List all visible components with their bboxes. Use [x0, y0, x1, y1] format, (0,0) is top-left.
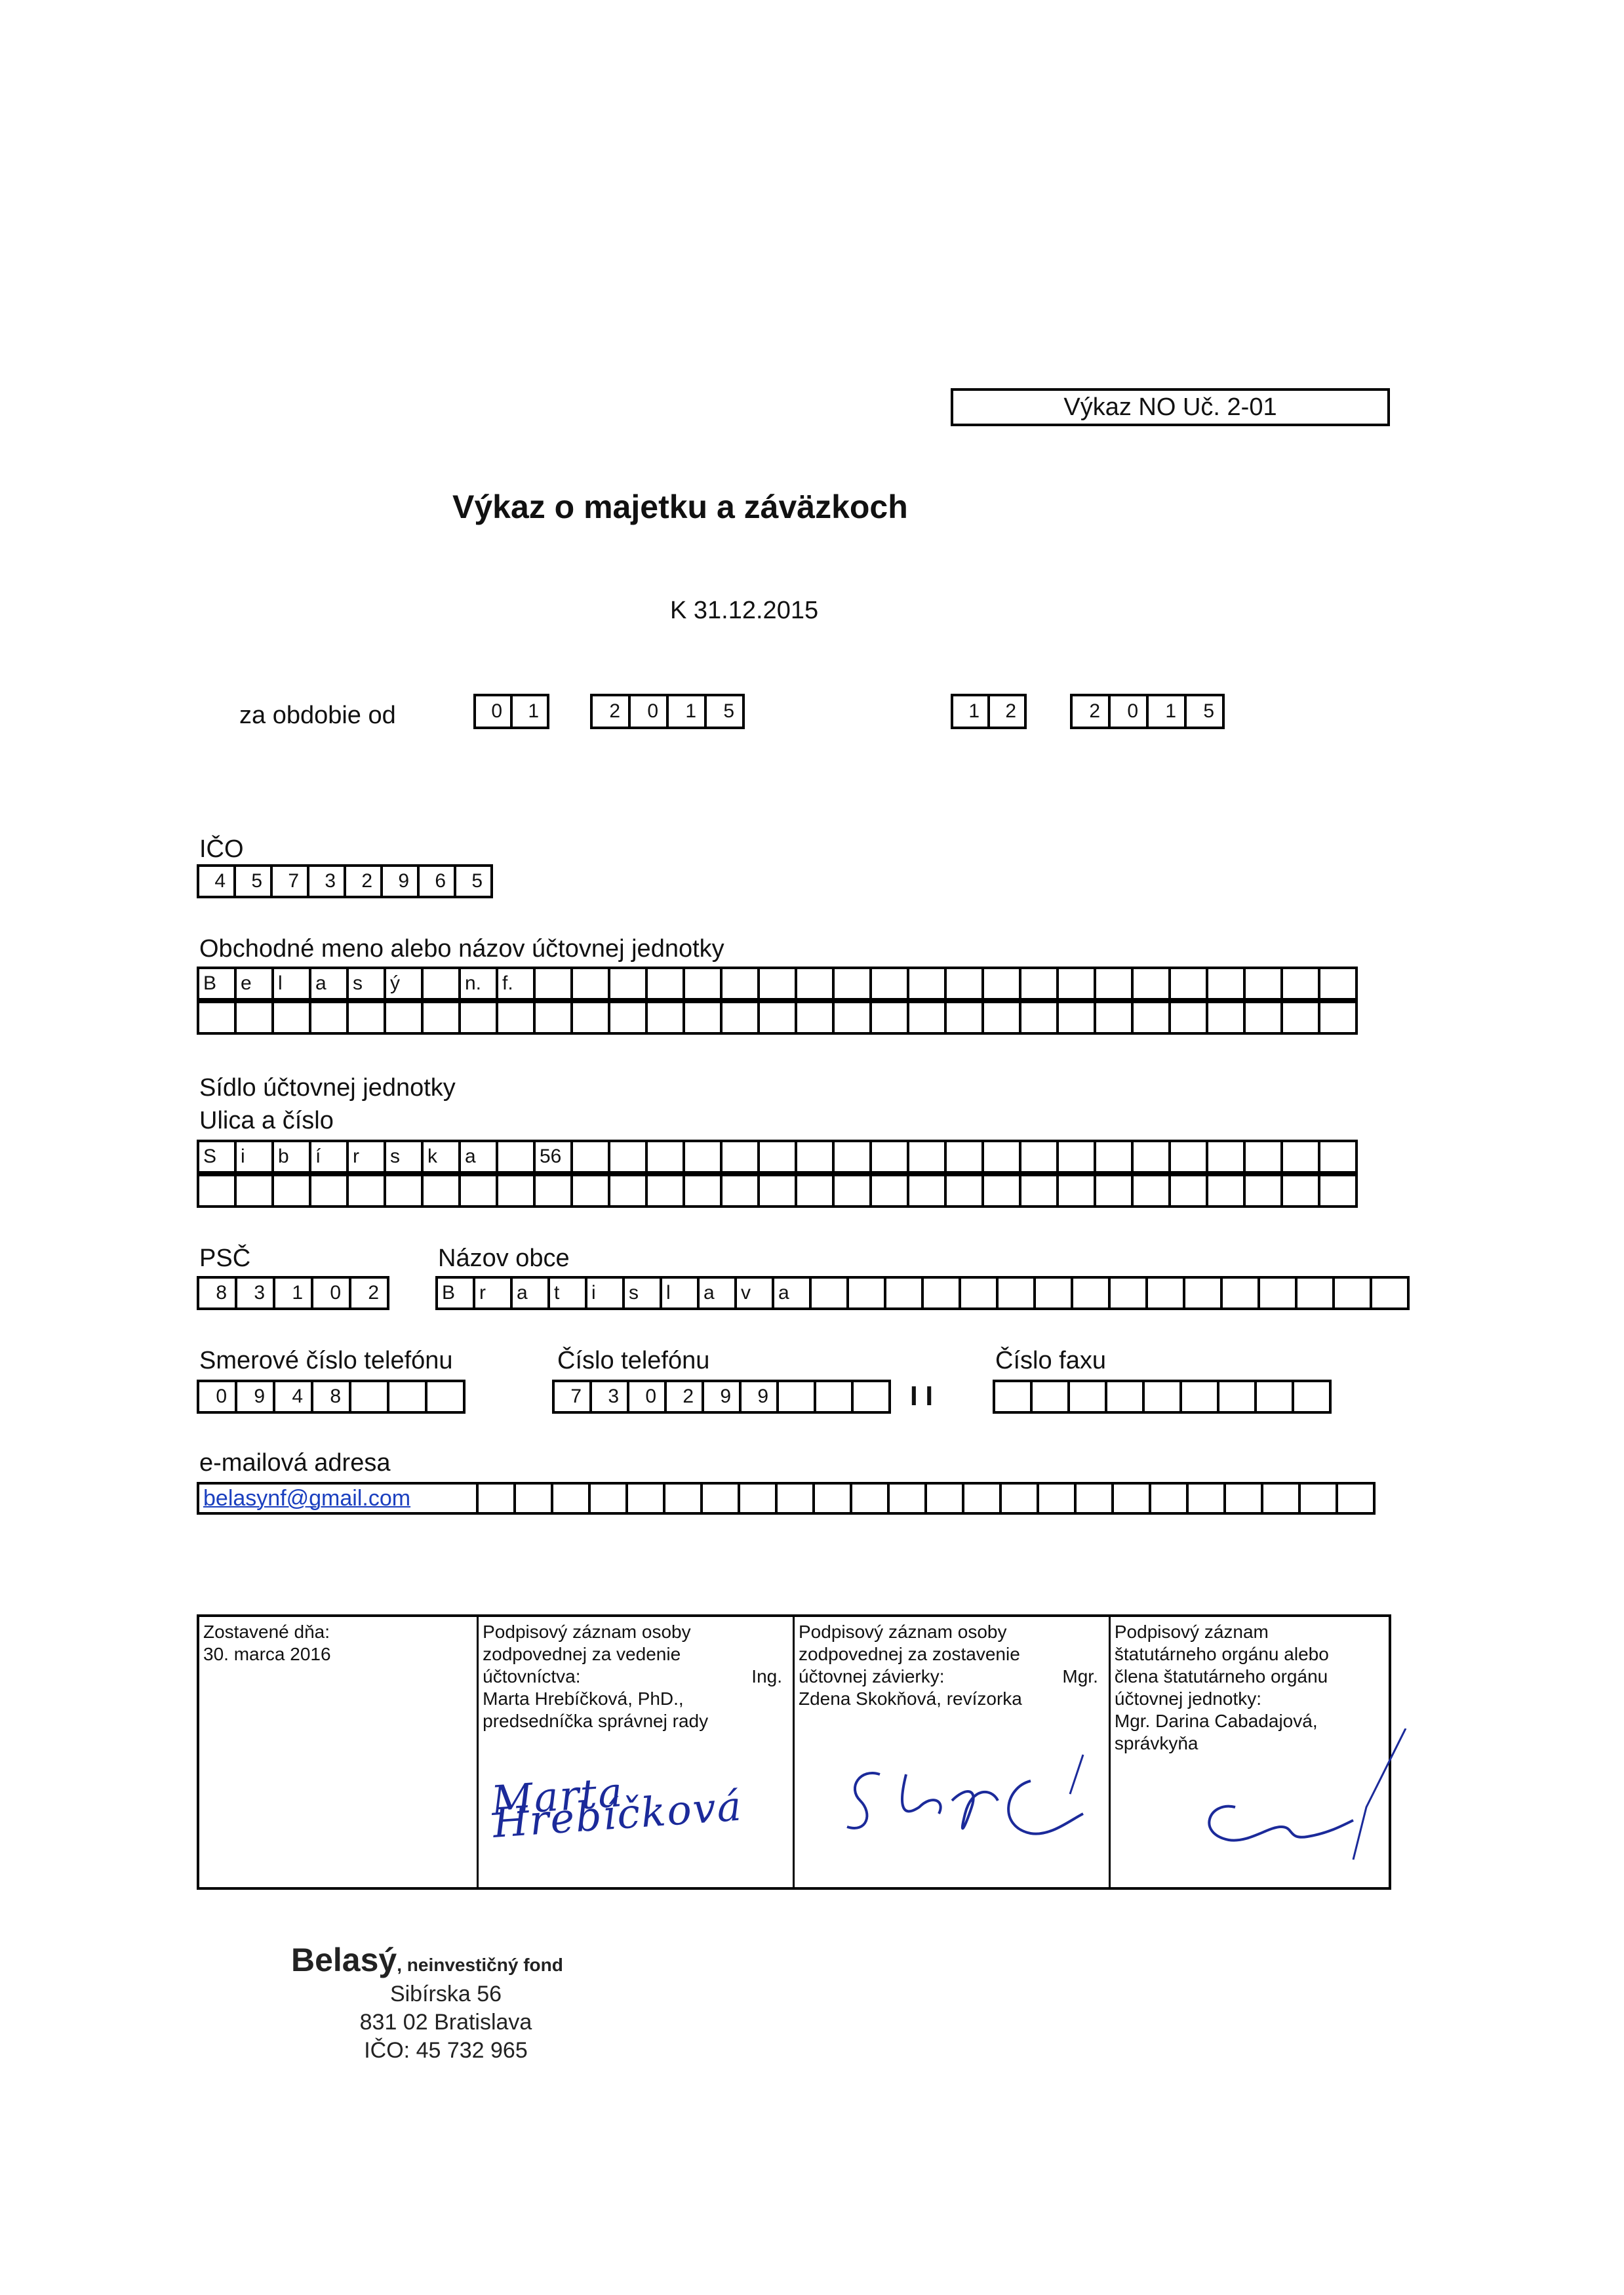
char-cell[interactable]: 9 — [380, 864, 420, 898]
stamp-ico: IČO: 45 732 965 — [364, 2038, 528, 2063]
char-cell[interactable] — [421, 1174, 461, 1208]
char-cell[interactable] — [869, 1140, 909, 1174]
name-row-2 — [197, 1001, 1355, 1035]
sig3-title: Mgr. — [1062, 1666, 1098, 1686]
char-cell[interactable]: B — [197, 967, 237, 1001]
ico-label: IČO — [199, 835, 244, 863]
char-cell[interactable] — [1206, 967, 1246, 1001]
char-cell[interactable] — [907, 1140, 947, 1174]
char-cell[interactable] — [851, 1380, 891, 1414]
char-cell[interactable] — [570, 1001, 610, 1035]
email-grid — [197, 1482, 1373, 1515]
char-cell[interactable] — [1019, 1140, 1059, 1174]
obec-grid — [435, 1276, 1407, 1310]
char-cell[interactable] — [496, 1001, 536, 1035]
char-cell[interactable]: b — [271, 1140, 311, 1174]
char-cell[interactable] — [1094, 967, 1134, 1001]
char-cell[interactable] — [234, 1174, 274, 1208]
char-cell[interactable] — [1019, 967, 1059, 1001]
char-cell[interactable]: 6 — [417, 864, 456, 898]
char-cell[interactable] — [869, 967, 909, 1001]
char-cell[interactable]: a — [772, 1276, 812, 1310]
sig4-line3: člena štatutárneho orgánu — [1114, 1666, 1328, 1686]
sig2-line3: účtovníctva: — [483, 1666, 581, 1686]
email-empty-cell[interactable] — [812, 1482, 852, 1515]
compiled-date-cell — [199, 1617, 479, 1887]
char-cell[interactable]: í — [309, 1140, 349, 1174]
char-cell[interactable] — [720, 1140, 760, 1174]
char-cell[interactable] — [1067, 1380, 1107, 1414]
char-cell[interactable]: 0 — [627, 1380, 667, 1414]
char-cell[interactable] — [1243, 1140, 1283, 1174]
period-to-year — [1070, 694, 1222, 729]
char-cell[interactable] — [1206, 1140, 1246, 1174]
char-cell[interactable]: 0 — [1108, 694, 1149, 729]
char-cell[interactable] — [981, 967, 1021, 1001]
street-row-2 — [197, 1174, 1355, 1208]
char-cell[interactable] — [809, 1276, 849, 1310]
char-cell[interactable] — [1318, 1140, 1358, 1174]
char-cell[interactable] — [720, 1001, 760, 1035]
char-cell[interactable] — [1292, 1380, 1332, 1414]
char-cell[interactable] — [869, 1174, 909, 1208]
char-cell[interactable] — [346, 1001, 386, 1035]
closing-signature-cell — [795, 1617, 1111, 1887]
char-cell[interactable] — [421, 1001, 461, 1035]
char-cell[interactable] — [570, 967, 610, 1001]
phone-prefix-grid — [197, 1380, 463, 1414]
period-to-month — [951, 694, 1024, 729]
char-cell[interactable] — [944, 1174, 984, 1208]
char-cell[interactable] — [1030, 1380, 1070, 1414]
email-empty-cell[interactable] — [625, 1482, 665, 1515]
char-cell[interactable] — [757, 1174, 797, 1208]
char-cell[interactable] — [1179, 1380, 1219, 1414]
document-title: Výkaz o majetku a záväzkoch — [452, 489, 908, 525]
char-cell[interactable] — [981, 1001, 1021, 1035]
compiled-label: Zostavené dňa: — [203, 1622, 330, 1642]
char-cell[interactable] — [309, 1001, 349, 1035]
char-cell[interactable] — [1019, 1174, 1059, 1208]
char-cell[interactable]: 0 — [473, 694, 513, 729]
char-cell[interactable] — [197, 1174, 237, 1208]
char-cell[interactable] — [720, 1174, 760, 1208]
char-cell[interactable] — [1105, 1380, 1145, 1414]
char-cell[interactable] — [387, 1380, 427, 1414]
char-cell[interactable] — [959, 1276, 999, 1310]
char-cell[interactable] — [981, 1174, 1021, 1208]
char-cell[interactable]: s — [346, 967, 386, 1001]
char-cell[interactable] — [907, 1001, 947, 1035]
stamp-city: 831 02 Bratislava — [359, 2010, 532, 2035]
psc-grid — [197, 1276, 387, 1310]
char-cell[interactable]: f. — [496, 967, 536, 1001]
char-cell[interactable]: 5 — [454, 864, 493, 898]
char-cell[interactable] — [1370, 1276, 1410, 1310]
char-cell[interactable] — [1108, 1276, 1148, 1310]
char-cell[interactable]: n. — [458, 967, 498, 1001]
email-empty-cell[interactable] — [1037, 1482, 1077, 1515]
char-cell[interactable] — [795, 1001, 835, 1035]
char-cell[interactable] — [996, 1276, 1036, 1310]
char-cell[interactable] — [846, 1276, 886, 1310]
char-cell[interactable] — [1280, 1001, 1320, 1035]
phone-number-label: Číslo telefónu — [557, 1347, 710, 1374]
char-cell[interactable] — [384, 1001, 424, 1035]
handwritten-signature-cabadajova — [1157, 1728, 1445, 1899]
char-cell[interactable] — [346, 1174, 386, 1208]
char-cell[interactable]: 5 — [233, 864, 273, 898]
char-cell[interactable]: 5 — [1184, 694, 1225, 729]
email-empty-cell[interactable] — [887, 1482, 927, 1515]
char-cell[interactable]: 56 — [533, 1140, 573, 1174]
address-section-label: Sídlo účtovnej jednotky — [199, 1074, 456, 1102]
char-cell[interactable]: S — [197, 1140, 237, 1174]
email-empty-cell[interactable] — [924, 1482, 964, 1515]
char-cell[interactable] — [309, 1174, 349, 1208]
stamp-name: Belasý — [291, 1942, 397, 1978]
char-cell[interactable]: 1 — [273, 1276, 313, 1310]
sig2-line1: Podpisový záznam osoby — [483, 1622, 691, 1642]
char-cell[interactable]: a — [510, 1276, 550, 1310]
street-label: Ulica a číslo — [199, 1107, 334, 1134]
char-cell[interactable] — [608, 1001, 648, 1035]
char-cell[interactable] — [533, 1174, 573, 1208]
char-cell[interactable] — [1206, 1001, 1246, 1035]
char-cell[interactable]: 0 — [311, 1276, 351, 1310]
char-cell[interactable]: 8 — [197, 1276, 237, 1310]
char-cell[interactable] — [720, 967, 760, 1001]
char-cell[interactable] — [1056, 1001, 1096, 1035]
char-cell[interactable] — [1243, 967, 1283, 1001]
char-cell[interactable] — [1168, 1001, 1208, 1035]
char-cell[interactable]: 0 — [628, 694, 669, 729]
period-from-year — [590, 694, 742, 729]
sig3-line4: Zdena Skokňová, revízorka — [799, 1688, 1022, 1709]
char-cell[interactable] — [1217, 1380, 1257, 1414]
char-cell[interactable]: a — [458, 1140, 498, 1174]
char-cell[interactable] — [907, 967, 947, 1001]
char-cell[interactable]: 2 — [344, 864, 383, 898]
char-cell[interactable] — [197, 1001, 237, 1035]
char-cell[interactable] — [1131, 1140, 1171, 1174]
char-cell[interactable] — [776, 1380, 816, 1414]
char-cell[interactable] — [1318, 967, 1358, 1001]
sig2-line2: zodpovednej za vedenie — [483, 1644, 681, 1664]
phone-number-grid — [552, 1380, 888, 1414]
sig2-title: Ing. — [751, 1666, 782, 1686]
char-cell[interactable] — [349, 1380, 389, 1414]
handwritten-signature-hrebickova: Marta Hrebíčková — [489, 1768, 744, 1847]
sig4-line2: štatutárneho orgánu alebo — [1114, 1644, 1329, 1664]
char-cell[interactable] — [757, 1001, 797, 1035]
fax-grid — [993, 1380, 1329, 1414]
char-cell[interactable] — [1318, 1001, 1358, 1035]
char-cell[interactable]: 8 — [311, 1380, 351, 1414]
char-cell[interactable] — [884, 1276, 924, 1310]
period-from-month — [473, 694, 547, 729]
char-cell[interactable] — [795, 1140, 835, 1174]
char-cell[interactable]: 9 — [235, 1380, 275, 1414]
organization-stamp — [288, 1941, 603, 2064]
char-cell[interactable] — [570, 1140, 610, 1174]
obec-label: Názov obce — [438, 1245, 570, 1272]
char-cell[interactable] — [458, 1174, 498, 1208]
char-cell[interactable] — [921, 1276, 961, 1310]
char-cell[interactable] — [1243, 1174, 1283, 1208]
char-cell[interactable]: 1 — [1146, 694, 1187, 729]
char-cell[interactable] — [869, 1001, 909, 1035]
char-cell[interactable] — [1033, 1276, 1073, 1310]
char-cell[interactable] — [993, 1380, 1033, 1414]
char-cell[interactable] — [271, 1001, 311, 1035]
char-cell[interactable] — [384, 1174, 424, 1208]
char-cell[interactable]: i — [585, 1276, 625, 1310]
sig2-line5: predsedníčka správnej rady — [483, 1711, 709, 1731]
char-cell[interactable]: 1 — [951, 694, 990, 729]
char-cell[interactable] — [795, 1174, 835, 1208]
char-cell[interactable] — [832, 967, 872, 1001]
signature-table — [197, 1614, 1391, 1890]
char-cell[interactable] — [1094, 1001, 1134, 1035]
char-cell[interactable]: 3 — [307, 864, 346, 898]
email-empty-cell[interactable] — [1186, 1482, 1226, 1515]
char-cell[interactable] — [234, 1001, 274, 1035]
char-cell[interactable] — [683, 967, 723, 1001]
char-cell[interactable] — [683, 1001, 723, 1035]
char-cell[interactable] — [458, 1001, 498, 1035]
char-cell[interactable]: a — [697, 1276, 737, 1310]
char-cell[interactable]: 9 — [739, 1380, 779, 1414]
char-cell[interactable] — [533, 967, 573, 1001]
sig4-line5: Mgr. Darina Cabadajová, — [1114, 1711, 1318, 1731]
statutory-signature-cell — [1111, 1617, 1389, 1887]
email-value: belasynf@gmail.com — [197, 1482, 479, 1515]
sig3-line2: zodpovednej za zostavenie — [799, 1644, 1020, 1664]
char-cell[interactable] — [907, 1174, 947, 1208]
char-cell[interactable] — [421, 967, 461, 1001]
char-cell[interactable]: 0 — [197, 1380, 237, 1414]
char-cell[interactable] — [1243, 1001, 1283, 1035]
stamp-street: Sibírska 56 — [389, 1982, 502, 2006]
email-empty-cell[interactable] — [663, 1482, 703, 1515]
char-cell[interactable] — [1280, 1174, 1320, 1208]
email-empty-cell[interactable] — [999, 1482, 1039, 1515]
sig3-line3: účtovnej závierky: — [799, 1666, 945, 1686]
char-cell[interactable]: 9 — [702, 1380, 742, 1414]
char-cell[interactable]: 3 — [235, 1276, 275, 1310]
char-cell[interactable] — [496, 1174, 536, 1208]
sig4-line4: účtovnej jednotky: — [1114, 1688, 1262, 1709]
accounting-signature-cell — [479, 1617, 795, 1887]
char-cell[interactable] — [496, 1140, 536, 1174]
email-empty-cell[interactable] — [476, 1482, 516, 1515]
char-cell[interactable] — [1131, 1174, 1171, 1208]
stamp-suffix: , neinvestičný fond — [397, 1955, 563, 1975]
compiled-date: 30. marca 2016 — [203, 1644, 331, 1664]
email-empty-cell[interactable] — [962, 1482, 1002, 1515]
phone-prefix-label: Smerové číslo telefónu — [199, 1347, 453, 1374]
char-cell[interactable]: s — [384, 1140, 424, 1174]
char-cell[interactable] — [1145, 1276, 1185, 1310]
char-cell[interactable] — [533, 1001, 573, 1035]
email-label: e-mailová adresa — [199, 1449, 391, 1477]
char-cell[interactable]: 4 — [197, 864, 236, 898]
char-cell[interactable] — [1332, 1276, 1372, 1310]
char-cell[interactable] — [570, 1174, 610, 1208]
char-cell[interactable]: 2 — [1070, 694, 1111, 729]
psc-label: PSČ — [199, 1245, 251, 1272]
char-cell[interactable]: ý — [384, 967, 424, 1001]
email-empty-cell[interactable] — [850, 1482, 890, 1515]
name-row-1 — [197, 967, 1355, 1001]
char-cell[interactable] — [1056, 967, 1096, 1001]
char-cell[interactable]: v — [734, 1276, 774, 1310]
char-cell[interactable]: 2 — [664, 1380, 704, 1414]
char-cell[interactable] — [683, 1174, 723, 1208]
char-cell[interactable]: t — [547, 1276, 587, 1310]
char-cell[interactable] — [944, 1140, 984, 1174]
char-cell[interactable] — [1071, 1276, 1111, 1310]
char-cell[interactable]: a — [309, 967, 349, 1001]
char-cell[interactable]: B — [435, 1276, 475, 1310]
email-empty-cell[interactable] — [513, 1482, 553, 1515]
char-cell[interactable]: s — [622, 1276, 662, 1310]
char-cell[interactable]: k — [421, 1140, 461, 1174]
email-empty-cell[interactable] — [1111, 1482, 1151, 1515]
ico-grid — [197, 864, 490, 898]
char-cell[interactable] — [832, 1001, 872, 1035]
char-cell[interactable] — [795, 967, 835, 1001]
char-cell[interactable] — [645, 967, 685, 1001]
char-cell[interactable] — [757, 967, 797, 1001]
as-of-date: K 31.12.2015 — [670, 597, 819, 624]
email-empty-cell[interactable] — [588, 1482, 628, 1515]
char-cell[interactable] — [981, 1140, 1021, 1174]
form-code: Výkaz NO Uč. 2-01 — [1063, 393, 1277, 421]
email-empty-cell[interactable] — [1223, 1482, 1263, 1515]
email-empty-cell[interactable] — [738, 1482, 778, 1515]
fax-label: Číslo faxu — [995, 1347, 1106, 1374]
char-cell[interactable] — [1220, 1276, 1260, 1310]
char-cell[interactable] — [1183, 1276, 1223, 1310]
char-cell[interactable]: 1 — [666, 694, 707, 729]
char-cell[interactable] — [1094, 1174, 1134, 1208]
char-cell[interactable] — [608, 967, 648, 1001]
char-cell[interactable] — [1295, 1276, 1335, 1310]
sig4-line1: Podpisový záznam — [1114, 1622, 1269, 1642]
street-row-1 — [197, 1140, 1355, 1174]
sig3-line1: Podpisový záznam osoby — [799, 1622, 1007, 1642]
email-empty-cell[interactable] — [551, 1482, 591, 1515]
char-cell[interactable] — [814, 1380, 854, 1414]
char-cell[interactable] — [832, 1174, 872, 1208]
char-cell[interactable]: 2 — [590, 694, 631, 729]
email-empty-cell[interactable] — [1149, 1482, 1189, 1515]
char-cell[interactable] — [1142, 1380, 1182, 1414]
handwritten-signature-skoknova — [834, 1748, 1109, 1866]
char-cell[interactable] — [1094, 1140, 1134, 1174]
char-cell[interactable]: 3 — [589, 1380, 629, 1414]
char-cell[interactable] — [757, 1140, 797, 1174]
char-cell[interactable] — [1258, 1276, 1297, 1310]
char-cell[interactable] — [832, 1140, 872, 1174]
sig4-line6: správkyňa — [1114, 1733, 1198, 1753]
phone-separator: I I — [910, 1380, 934, 1411]
char-cell[interactable] — [944, 1001, 984, 1035]
char-cell[interactable] — [1280, 1140, 1320, 1174]
char-cell[interactable] — [944, 967, 984, 1001]
char-cell[interactable] — [1280, 967, 1320, 1001]
char-cell[interactable] — [608, 1174, 648, 1208]
char-cell[interactable] — [645, 1001, 685, 1035]
char-cell[interactable] — [1206, 1174, 1246, 1208]
char-cell[interactable]: 5 — [704, 694, 745, 729]
char-cell[interactable] — [1168, 1174, 1208, 1208]
char-cell[interactable] — [1056, 1140, 1096, 1174]
char-cell[interactable]: r — [473, 1276, 513, 1310]
email-empty-cell[interactable] — [1298, 1482, 1338, 1515]
char-cell[interactable] — [645, 1174, 685, 1208]
char-cell[interactable]: e — [234, 967, 274, 1001]
char-cell[interactable] — [683, 1140, 723, 1174]
char-cell[interactable]: i — [234, 1140, 274, 1174]
email-empty-cell[interactable] — [1336, 1482, 1376, 1515]
char-cell[interactable]: l — [660, 1276, 700, 1310]
char-cell[interactable] — [1131, 1001, 1171, 1035]
period-label: za obdobie od — [239, 702, 396, 729]
char-cell[interactable]: 2 — [349, 1276, 389, 1310]
char-cell[interactable] — [608, 1140, 648, 1174]
char-cell[interactable] — [1131, 967, 1171, 1001]
char-cell[interactable] — [1168, 1140, 1208, 1174]
char-cell[interactable] — [1254, 1380, 1294, 1414]
char-cell[interactable] — [425, 1380, 465, 1414]
char-cell[interactable]: 7 — [270, 864, 309, 898]
char-cell[interactable] — [271, 1174, 311, 1208]
email-empty-cell[interactable] — [775, 1482, 815, 1515]
char-cell[interactable] — [1318, 1174, 1358, 1208]
char-cell[interactable]: 1 — [510, 694, 549, 729]
char-cell[interactable] — [1056, 1174, 1096, 1208]
name-label: Obchodné meno alebo názov účtovnej jednotky — [199, 935, 724, 963]
char-cell[interactable]: l — [271, 967, 311, 1001]
sig2-line4: Marta Hrebíčková, PhD., — [483, 1688, 684, 1709]
char-cell[interactable] — [1168, 967, 1208, 1001]
char-cell[interactable]: 4 — [273, 1380, 313, 1414]
char-cell[interactable] — [645, 1140, 685, 1174]
char-cell[interactable]: 2 — [987, 694, 1027, 729]
char-cell[interactable]: 7 — [552, 1380, 592, 1414]
email-empty-cell[interactable] — [1261, 1482, 1301, 1515]
char-cell[interactable] — [1019, 1001, 1059, 1035]
email-empty-cell[interactable] — [700, 1482, 740, 1515]
char-cell[interactable]: r — [346, 1140, 386, 1174]
form-code-box — [951, 388, 1390, 426]
email-empty-cell[interactable] — [1074, 1482, 1114, 1515]
